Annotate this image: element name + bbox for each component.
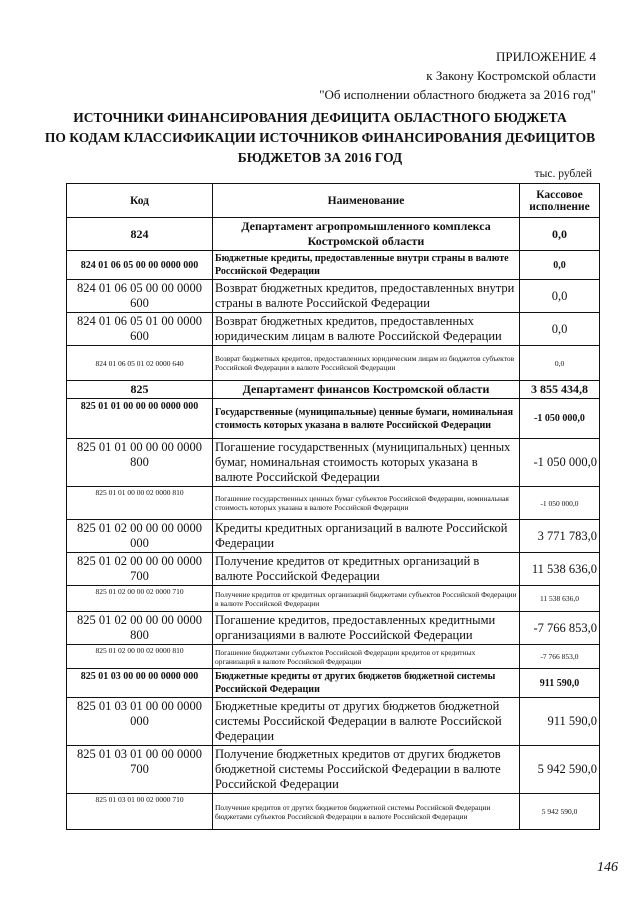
row-code: 825 [67,381,213,399]
page-number: 146 [597,860,618,875]
table-row [67,487,600,520]
row-name: Департамент финансов Костромской области [213,381,520,399]
units-label: тыс. рублей [534,168,592,180]
row-amount: 911 590,0 [520,669,600,698]
row-amount: 0,0 [520,313,600,346]
table-row [67,381,600,399]
row-code: 825 01 02 00 00 02 0000 810 [67,645,213,669]
table-row [67,553,600,586]
row-code: 825 01 03 01 00 00 0000 000 [67,698,213,746]
row-name: Погашение государственных ценных бумаг субъектов Российской Федерации, номинальная стоимость которых указана в валюте Российской Федерации [213,487,520,520]
row-name: Бюджетные кредиты, предоставленные внутри страны в валюте Российской Федерации [213,251,520,280]
row-amount: -1 050 000,0 [520,399,600,439]
table-row [67,251,600,280]
row-amount: 11 538 636,0 [520,553,600,586]
row-code: 825 01 03 01 00 02 0000 710 [67,794,213,830]
row-code: 825 01 01 00 00 02 0000 810 [67,487,213,520]
table-row [67,399,600,439]
row-amount: 5 942 590,0 [520,746,600,794]
appendix-header [256,47,596,104]
row-code: 824 01 06 05 01 02 0000 640 [67,346,213,381]
row-name: Погашение кредитов, предоставленных кредитными организациями в валюте Российской Федерации [213,612,520,645]
row-name: Департамент агропромышленного комплекса Костромской области [213,218,520,251]
title-line-2: ПО КОДАМ КЛАССИФИКАЦИИ ИСТОЧНИКОВ ФИНАНСИРОВАНИЯ ДЕФИЦИТОВ [44,130,596,145]
row-amount: 0,0 [520,251,600,280]
row-name: Погашение государственных (муниципальных) ценных бумаг, номинальная стоимость которых указана в валюте Российской Федерации [213,439,520,487]
row-name: Получение кредитов от кредитных организаций бюджетами субъектов Российской Федерации в валюте Российской Федерации [213,586,520,612]
table-row [67,794,600,830]
row-code: 825 01 03 00 00 00 0000 000 [67,669,213,698]
row-amount: -7 766 853,0 [520,645,600,669]
row-code: 824 01 06 05 00 00 0000 600 [67,280,213,313]
row-name: Государственные (муниципальные) ценные бумаги, номинальная стоимость которых указана в валюте Российской Федерации [213,399,520,439]
row-amount: -1 050 000,0 [520,487,600,520]
table-row [67,346,600,381]
row-amount: 11 538 636,0 [520,586,600,612]
row-name: Возврат бюджетных кредитов, предоставленных внутри страны в валюте Российской Федерации [213,280,520,313]
row-code: 825 01 02 00 00 00 0000 700 [67,553,213,586]
header-amount: Кассовое исполнение [520,184,600,218]
appendix-law-ref: к Закону Костромской области [426,68,596,83]
row-name: Погашение бюджетами субъектов Российской Федерации кредитов от кредитных организаций в валюте Российской Федерации [213,645,520,669]
table-row [67,280,600,313]
table-row [67,698,600,746]
title-line-3: БЮДЖЕТОВ ЗА 2016 ГОД [237,150,403,165]
row-amount: -7 766 853,0 [520,612,600,645]
row-name: Бюджетные кредиты от других бюджетов бюджетной системы Российской Федерации в валюте Российской Федерации [213,698,520,746]
row-amount: 911 590,0 [520,698,600,746]
row-amount: 5 942 590,0 [520,794,600,830]
row-amount: -1 050 000,0 [520,439,600,487]
row-code: 825 01 01 00 00 00 0000 000 [67,399,213,439]
title-line-1: ИСТОЧНИКИ ФИНАНСИРОВАНИЯ ДЕФИЦИТА ОБЛАСТНОГО БЮДЖЕТА [73,110,567,125]
row-amount: 3 771 783,0 [520,520,600,553]
row-code: 825 01 01 00 00 00 0000 800 [67,439,213,487]
row-name: Получение бюджетных кредитов от других бюджетов бюджетной системы Российской Федерации в валюте Российской Федерации [213,746,520,794]
row-code: 825 01 03 01 00 00 0000 700 [67,746,213,794]
header-code: Код [67,184,213,218]
row-name: Возврат бюджетных кредитов, предоставленных юридическим лицам из бюджетов субъектов Российской Федерации в валюте Российской Федерации [213,346,520,381]
row-amount: 0,0 [520,346,600,381]
row-name: Получение кредитов от кредитных организаций в валюте Российской Федерации [213,553,520,586]
header-name: Наименование [213,184,520,218]
row-name: Бюджетные кредиты от других бюджетов бюджетной системы Российской Федерации [213,669,520,698]
row-code: 825 01 02 00 00 02 0000 710 [67,586,213,612]
table-row [67,612,600,645]
table-row [67,218,600,251]
row-amount: 0,0 [520,218,600,251]
table-header-row [67,184,600,218]
row-code: 824 01 06 05 00 00 0000 000 [67,251,213,280]
row-code: 825 01 02 00 00 00 0000 000 [67,520,213,553]
row-name: Кредиты кредитных организаций в валюте Российской Федерации [213,520,520,553]
row-code: 824 01 06 05 01 00 0000 600 [67,313,213,346]
row-name: Получение кредитов от других бюджетов бюджетной системы Российской Федерации бюджетами субъектов Российской Федерации в валюте Российской Федерации [213,794,520,830]
table-row [67,313,600,346]
table-row [67,520,600,553]
document-title [40,108,600,168]
row-amount: 0,0 [520,280,600,313]
row-code: 824 [67,218,213,251]
appendix-label: ПРИЛОЖЕНИЕ 4 [496,49,596,64]
row-amount: 3 855 434,8 [520,381,600,399]
row-code: 825 01 02 00 00 00 0000 800 [67,612,213,645]
table-row [67,746,600,794]
table-row [67,669,600,698]
financing-sources-table [66,183,600,830]
table-row [67,439,600,487]
row-name: Возврат бюджетных кредитов, предоставленных юридическим лицам в валюте Российской Федерации [213,313,520,346]
table-row [67,645,600,669]
table-row [67,586,600,612]
appendix-law-title: "Об исполнении областного бюджета за 2016 год" [319,87,596,102]
